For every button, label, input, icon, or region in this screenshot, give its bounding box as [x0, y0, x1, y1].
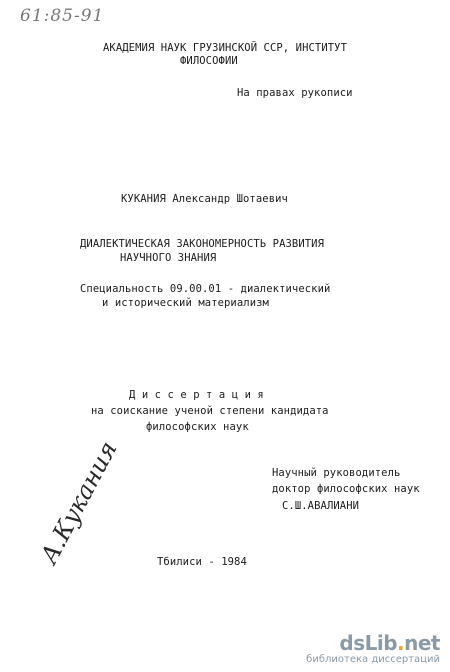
signature-text: А.Кукания	[35, 436, 123, 569]
thesis-title-line-1: ДИАЛЕКТИЧЕСКАЯ ЗАКОНОМЕРНОСТЬ РАЗВИТИЯ	[80, 238, 325, 250]
archive-stamp: 61:85-91	[20, 6, 105, 26]
supervisor-degree: доктор философских наук	[272, 483, 420, 495]
watermark-logo: dsLib.net	[339, 631, 440, 655]
watermark-subtitle: библиотека диссертаций	[306, 654, 440, 665]
degree-line-2: философских наук	[146, 421, 249, 433]
rights-note: На правах рукописи	[237, 87, 353, 99]
specialty-line-1: Специальность 09.00.01 - диалектический	[80, 283, 331, 295]
thesis-title-line-2: НАУЧНОГО ЗНАНИЯ	[120, 252, 217, 264]
specialty-line-2: и исторический материализм	[102, 297, 269, 309]
institution-line-1: АКАДЕМИЯ НАУК ГРУЗИНСКОЙ ССР, ИНСТИТУТ	[103, 42, 348, 54]
handwritten-signature	[25, 436, 135, 580]
institution-line-2: ФИЛОСОФИИ	[180, 55, 238, 67]
place-year: Тбилиси - 1984	[157, 556, 247, 568]
supervisor-label: Научный руководитель	[272, 467, 401, 479]
degree-line-1: на соискание ученой степени кандидата	[91, 405, 329, 417]
work-type: Д и с с е р т а ц и я	[129, 389, 264, 401]
author-name: КУКАНИЯ Александр Шотаевич	[121, 193, 288, 205]
supervisor-name: С.Ш.АВАЛИАНИ	[282, 500, 360, 512]
watermark	[306, 632, 440, 666]
